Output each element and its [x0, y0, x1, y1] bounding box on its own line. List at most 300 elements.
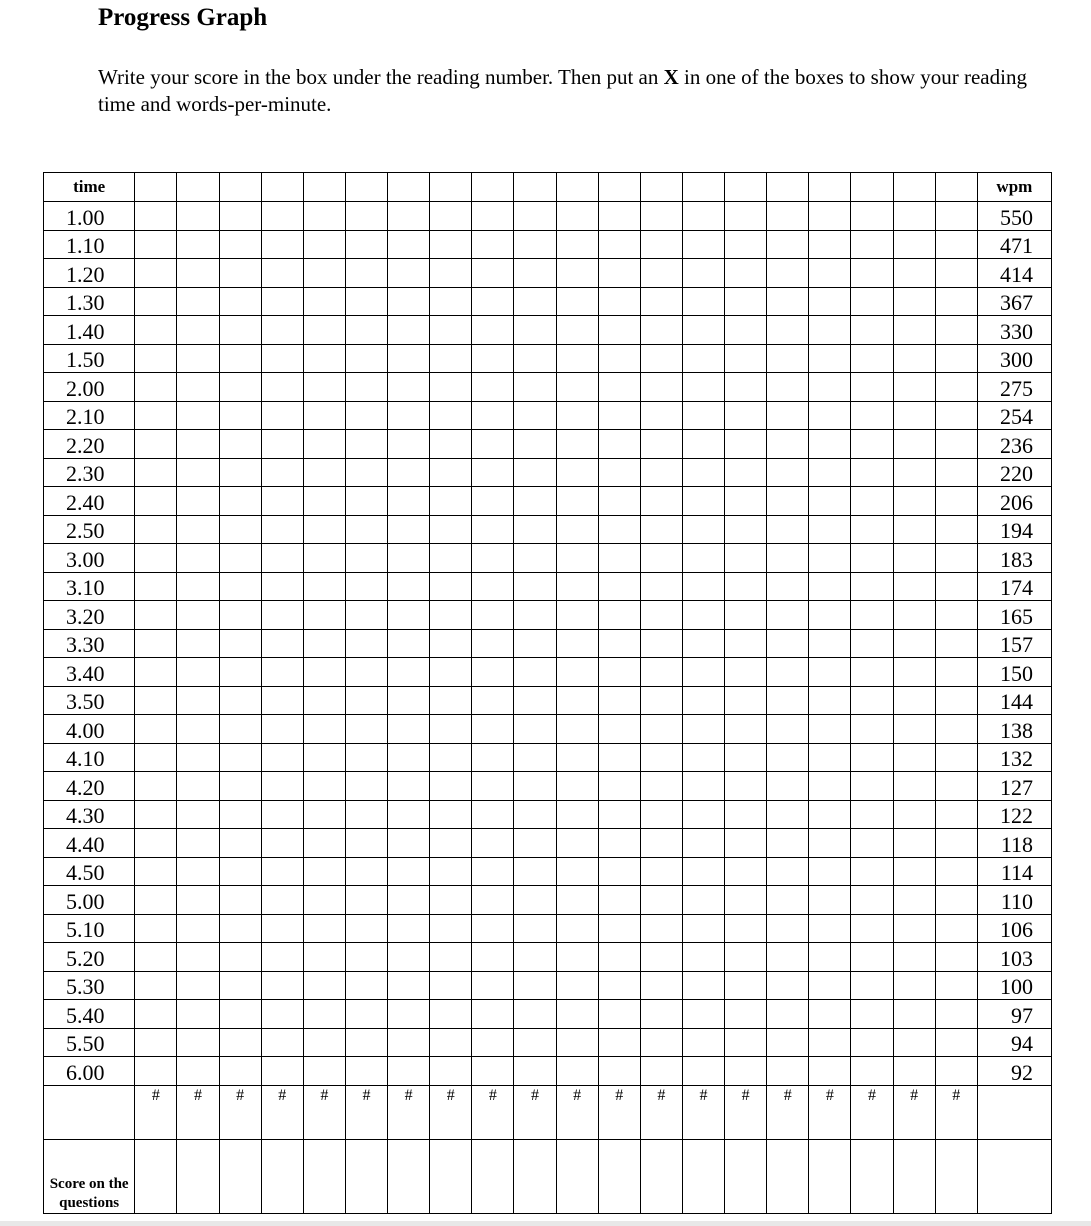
grid-cell[interactable]: [303, 373, 345, 402]
grid-cell[interactable]: [682, 344, 724, 373]
grid-cell[interactable]: [261, 316, 303, 345]
grid-cell[interactable]: [430, 629, 472, 658]
grid-cell[interactable]: [809, 572, 851, 601]
grid-cell[interactable]: [682, 914, 724, 943]
score-input-cell[interactable]: [388, 1139, 430, 1213]
grid-cell[interactable]: [725, 629, 767, 658]
grid-cell[interactable]: [388, 743, 430, 772]
grid-cell[interactable]: [345, 914, 387, 943]
grid-cell[interactable]: [767, 658, 809, 687]
grid-cell[interactable]: [893, 401, 935, 430]
grid-cell[interactable]: [472, 487, 514, 516]
grid-cell[interactable]: [514, 829, 556, 858]
grid-cell[interactable]: [345, 202, 387, 231]
grid-cell[interactable]: [430, 601, 472, 630]
grid-cell[interactable]: [809, 230, 851, 259]
grid-cell[interactable]: [935, 715, 977, 744]
grid-cell[interactable]: [219, 914, 261, 943]
grid-cell[interactable]: [345, 259, 387, 288]
grid-cell[interactable]: [556, 1028, 598, 1057]
grid-cell[interactable]: [303, 715, 345, 744]
grid-cell[interactable]: [809, 743, 851, 772]
grid-cell[interactable]: [303, 1028, 345, 1057]
grid-cell[interactable]: [261, 629, 303, 658]
grid-cell[interactable]: [345, 829, 387, 858]
grid-cell[interactable]: [809, 857, 851, 886]
grid-cell[interactable]: [598, 173, 640, 202]
grid-cell[interactable]: [472, 1028, 514, 1057]
grid-cell[interactable]: [261, 800, 303, 829]
grid-cell[interactable]: [767, 430, 809, 459]
grid-cell[interactable]: [177, 572, 219, 601]
grid-cell[interactable]: [809, 800, 851, 829]
grid-cell[interactable]: [725, 173, 767, 202]
grid-cell[interactable]: [219, 829, 261, 858]
grid-cell[interactable]: [556, 487, 598, 516]
grid-cell[interactable]: [893, 829, 935, 858]
grid-cell[interactable]: [345, 1057, 387, 1086]
grid-cell[interactable]: [893, 772, 935, 801]
grid-cell[interactable]: [345, 316, 387, 345]
grid-cell[interactable]: [851, 1057, 893, 1086]
grid-cell[interactable]: [640, 487, 682, 516]
grid-cell[interactable]: [388, 373, 430, 402]
grid-cell[interactable]: [598, 202, 640, 231]
grid-cell[interactable]: [767, 772, 809, 801]
grid-cell[interactable]: [430, 1057, 472, 1086]
grid-cell[interactable]: [514, 914, 556, 943]
grid-cell[interactable]: [556, 886, 598, 915]
grid-cell[interactable]: [598, 658, 640, 687]
grid-cell[interactable]: [682, 1000, 724, 1029]
grid-cell[interactable]: [135, 886, 177, 915]
grid-cell[interactable]: [767, 259, 809, 288]
grid-cell[interactable]: [177, 1057, 219, 1086]
grid-cell[interactable]: [303, 202, 345, 231]
grid-cell[interactable]: [935, 316, 977, 345]
grid-cell[interactable]: [935, 173, 977, 202]
grid-cell[interactable]: [598, 458, 640, 487]
grid-cell[interactable]: [725, 401, 767, 430]
grid-cell[interactable]: [135, 344, 177, 373]
grid-cell[interactable]: [177, 287, 219, 316]
grid-cell[interactable]: [682, 202, 724, 231]
score-input-cell[interactable]: [303, 1139, 345, 1213]
grid-cell[interactable]: [177, 259, 219, 288]
grid-cell[interactable]: [640, 772, 682, 801]
grid-cell[interactable]: [556, 914, 598, 943]
score-input-cell[interactable]: [725, 1139, 767, 1213]
reading-number-cell[interactable]: #: [893, 1085, 935, 1139]
grid-cell[interactable]: [303, 829, 345, 858]
grid-cell[interactable]: [261, 1057, 303, 1086]
grid-cell[interactable]: [598, 743, 640, 772]
grid-cell[interactable]: [935, 772, 977, 801]
grid-cell[interactable]: [135, 715, 177, 744]
grid-cell[interactable]: [177, 202, 219, 231]
grid-cell[interactable]: [177, 857, 219, 886]
score-input-cell[interactable]: [809, 1139, 851, 1213]
grid-cell[interactable]: [851, 971, 893, 1000]
reading-number-cell[interactable]: #: [556, 1085, 598, 1139]
grid-cell[interactable]: [851, 202, 893, 231]
grid-cell[interactable]: [640, 1057, 682, 1086]
grid-cell[interactable]: [135, 487, 177, 516]
grid-cell[interactable]: [472, 914, 514, 943]
grid-cell[interactable]: [851, 316, 893, 345]
grid-cell[interactable]: [430, 230, 472, 259]
grid-cell[interactable]: [682, 316, 724, 345]
grid-cell[interactable]: [219, 800, 261, 829]
grid-cell[interactable]: [851, 572, 893, 601]
grid-cell[interactable]: [219, 173, 261, 202]
grid-cell[interactable]: [472, 430, 514, 459]
score-input-cell[interactable]: [767, 1139, 809, 1213]
grid-cell[interactable]: [893, 658, 935, 687]
grid-cell[interactable]: [598, 971, 640, 1000]
grid-cell[interactable]: [135, 230, 177, 259]
grid-cell[interactable]: [682, 572, 724, 601]
grid-cell[interactable]: [682, 259, 724, 288]
grid-cell[interactable]: [261, 601, 303, 630]
grid-cell[interactable]: [219, 230, 261, 259]
reading-number-cell[interactable]: #: [472, 1085, 514, 1139]
grid-cell[interactable]: [472, 743, 514, 772]
grid-cell[interactable]: [767, 829, 809, 858]
grid-cell[interactable]: [640, 658, 682, 687]
grid-cell[interactable]: [303, 487, 345, 516]
grid-cell[interactable]: [893, 173, 935, 202]
grid-cell[interactable]: [345, 658, 387, 687]
grid-cell[interactable]: [135, 544, 177, 573]
reading-number-cell[interactable]: #: [514, 1085, 556, 1139]
grid-cell[interactable]: [430, 373, 472, 402]
grid-cell[interactable]: [472, 857, 514, 886]
grid-cell[interactable]: [640, 316, 682, 345]
grid-cell[interactable]: [556, 971, 598, 1000]
grid-cell[interactable]: [556, 316, 598, 345]
grid-cell[interactable]: [345, 230, 387, 259]
grid-cell[interactable]: [556, 515, 598, 544]
grid-cell[interactable]: [640, 943, 682, 972]
grid-cell[interactable]: [261, 430, 303, 459]
grid-cell[interactable]: [472, 202, 514, 231]
grid-cell[interactable]: [893, 316, 935, 345]
grid-cell[interactable]: [598, 430, 640, 459]
grid-cell[interactable]: [893, 943, 935, 972]
grid-cell[interactable]: [767, 458, 809, 487]
grid-cell[interactable]: [388, 202, 430, 231]
grid-cell[interactable]: [303, 629, 345, 658]
grid-cell[interactable]: [303, 800, 345, 829]
grid-cell[interactable]: [725, 743, 767, 772]
grid-cell[interactable]: [682, 800, 724, 829]
grid-cell[interactable]: [767, 572, 809, 601]
reading-number-cell[interactable]: #: [261, 1085, 303, 1139]
grid-cell[interactable]: [767, 800, 809, 829]
grid-cell[interactable]: [303, 914, 345, 943]
grid-cell[interactable]: [177, 544, 219, 573]
reading-number-cell[interactable]: #: [935, 1085, 977, 1139]
grid-cell[interactable]: [219, 572, 261, 601]
grid-cell[interactable]: [725, 344, 767, 373]
grid-cell[interactable]: [514, 1057, 556, 1086]
grid-cell[interactable]: [809, 971, 851, 1000]
grid-cell[interactable]: [682, 401, 724, 430]
grid-cell[interactable]: [430, 971, 472, 1000]
grid-cell[interactable]: [177, 829, 219, 858]
grid-cell[interactable]: [388, 287, 430, 316]
grid-cell[interactable]: [514, 629, 556, 658]
grid-cell[interactable]: [893, 971, 935, 1000]
grid-cell[interactable]: [809, 373, 851, 402]
reading-number-cell[interactable]: #: [640, 1085, 682, 1139]
grid-cell[interactable]: [682, 743, 724, 772]
score-input-cell[interactable]: [893, 1139, 935, 1213]
grid-cell[interactable]: [219, 287, 261, 316]
grid-cell[interactable]: [640, 914, 682, 943]
grid-cell[interactable]: [640, 1028, 682, 1057]
grid-cell[interactable]: [177, 715, 219, 744]
grid-cell[interactable]: [430, 1028, 472, 1057]
grid-cell[interactable]: [893, 686, 935, 715]
grid-cell[interactable]: [219, 943, 261, 972]
grid-cell[interactable]: [640, 743, 682, 772]
grid-cell[interactable]: [303, 430, 345, 459]
grid-cell[interactable]: [935, 430, 977, 459]
grid-cell[interactable]: [725, 971, 767, 1000]
grid-cell[interactable]: [893, 287, 935, 316]
grid-cell[interactable]: [177, 430, 219, 459]
grid-cell[interactable]: [725, 316, 767, 345]
grid-cell[interactable]: [261, 202, 303, 231]
grid-cell[interactable]: [388, 686, 430, 715]
grid-cell[interactable]: [893, 572, 935, 601]
grid-cell[interactable]: [725, 458, 767, 487]
grid-cell[interactable]: [598, 943, 640, 972]
grid-cell[interactable]: [851, 943, 893, 972]
grid-cell[interactable]: [430, 1000, 472, 1029]
reading-number-cell[interactable]: #: [725, 1085, 767, 1139]
grid-cell[interactable]: [261, 401, 303, 430]
grid-cell[interactable]: [767, 1000, 809, 1029]
grid-cell[interactable]: [767, 857, 809, 886]
grid-cell[interactable]: [598, 1057, 640, 1086]
grid-cell[interactable]: [430, 544, 472, 573]
grid-cell[interactable]: [767, 287, 809, 316]
grid-cell[interactable]: [851, 487, 893, 516]
grid-cell[interactable]: [261, 829, 303, 858]
grid-cell[interactable]: [177, 173, 219, 202]
grid-cell[interactable]: [809, 458, 851, 487]
grid-cell[interactable]: [303, 1000, 345, 1029]
score-input-cell[interactable]: [935, 1139, 977, 1213]
grid-cell[interactable]: [809, 259, 851, 288]
grid-cell[interactable]: [303, 316, 345, 345]
grid-cell[interactable]: [261, 259, 303, 288]
grid-cell[interactable]: [725, 515, 767, 544]
score-input-cell[interactable]: [598, 1139, 640, 1213]
reading-number-cell[interactable]: #: [388, 1085, 430, 1139]
grid-cell[interactable]: [388, 772, 430, 801]
grid-cell[interactable]: [851, 458, 893, 487]
grid-cell[interactable]: [219, 857, 261, 886]
grid-cell[interactable]: [472, 601, 514, 630]
grid-cell[interactable]: [261, 943, 303, 972]
grid-cell[interactable]: [725, 686, 767, 715]
grid-cell[interactable]: [514, 715, 556, 744]
grid-cell[interactable]: [556, 259, 598, 288]
grid-cell[interactable]: [345, 743, 387, 772]
grid-cell[interactable]: [556, 202, 598, 231]
grid-cell[interactable]: [472, 287, 514, 316]
grid-cell[interactable]: [261, 373, 303, 402]
grid-cell[interactable]: [935, 401, 977, 430]
grid-cell[interactable]: [598, 344, 640, 373]
grid-cell[interactable]: [345, 544, 387, 573]
grid-cell[interactable]: [303, 971, 345, 1000]
grid-cell[interactable]: [935, 601, 977, 630]
grid-cell[interactable]: [598, 487, 640, 516]
grid-cell[interactable]: [472, 772, 514, 801]
grid-cell[interactable]: [514, 886, 556, 915]
grid-cell[interactable]: [935, 544, 977, 573]
grid-cell[interactable]: [177, 914, 219, 943]
grid-cell[interactable]: [135, 373, 177, 402]
grid-cell[interactable]: [851, 259, 893, 288]
grid-cell[interactable]: [345, 971, 387, 1000]
grid-cell[interactable]: [135, 515, 177, 544]
grid-cell[interactable]: [261, 344, 303, 373]
grid-cell[interactable]: [851, 658, 893, 687]
grid-cell[interactable]: [725, 772, 767, 801]
grid-cell[interactable]: [725, 943, 767, 972]
grid-cell[interactable]: [303, 173, 345, 202]
grid-cell[interactable]: [345, 886, 387, 915]
grid-cell[interactable]: [809, 287, 851, 316]
grid-cell[interactable]: [177, 401, 219, 430]
grid-cell[interactable]: [430, 344, 472, 373]
grid-cell[interactable]: [935, 230, 977, 259]
grid-cell[interactable]: [767, 914, 809, 943]
grid-cell[interactable]: [682, 686, 724, 715]
grid-cell[interactable]: [177, 886, 219, 915]
grid-cell[interactable]: [261, 515, 303, 544]
grid-cell[interactable]: [430, 829, 472, 858]
grid-cell[interactable]: [809, 344, 851, 373]
grid-cell[interactable]: [177, 772, 219, 801]
grid-cell[interactable]: [177, 601, 219, 630]
grid-cell[interactable]: [388, 857, 430, 886]
grid-cell[interactable]: [514, 316, 556, 345]
grid-cell[interactable]: [851, 544, 893, 573]
grid-cell[interactable]: [472, 658, 514, 687]
grid-cell[interactable]: [682, 544, 724, 573]
grid-cell[interactable]: [514, 344, 556, 373]
grid-cell[interactable]: [725, 287, 767, 316]
grid-cell[interactable]: [388, 1000, 430, 1029]
grid-cell[interactable]: [809, 1057, 851, 1086]
grid-cell[interactable]: [767, 487, 809, 516]
grid-cell[interactable]: [809, 686, 851, 715]
reading-number-cell[interactable]: #: [809, 1085, 851, 1139]
grid-cell[interactable]: [261, 572, 303, 601]
grid-cell[interactable]: [345, 401, 387, 430]
grid-cell[interactable]: [219, 373, 261, 402]
grid-cell[interactable]: [893, 601, 935, 630]
grid-cell[interactable]: [135, 601, 177, 630]
grid-cell[interactable]: [598, 857, 640, 886]
grid-cell[interactable]: [177, 686, 219, 715]
grid-cell[interactable]: [345, 1028, 387, 1057]
grid-cell[interactable]: [809, 401, 851, 430]
grid-cell[interactable]: [430, 202, 472, 231]
grid-cell[interactable]: [682, 658, 724, 687]
grid-cell[interactable]: [767, 743, 809, 772]
grid-cell[interactable]: [767, 629, 809, 658]
grid-cell[interactable]: [345, 772, 387, 801]
grid-cell[interactable]: [514, 658, 556, 687]
grid-cell[interactable]: [556, 629, 598, 658]
grid-cell[interactable]: [809, 943, 851, 972]
grid-cell[interactable]: [640, 686, 682, 715]
grid-cell[interactable]: [219, 316, 261, 345]
grid-cell[interactable]: [261, 686, 303, 715]
grid-cell[interactable]: [682, 971, 724, 1000]
grid-cell[interactable]: [598, 629, 640, 658]
score-input-cell[interactable]: [556, 1139, 598, 1213]
grid-cell[interactable]: [514, 800, 556, 829]
grid-cell[interactable]: [388, 487, 430, 516]
grid-cell[interactable]: [514, 943, 556, 972]
grid-cell[interactable]: [430, 173, 472, 202]
grid-cell[interactable]: [345, 943, 387, 972]
grid-cell[interactable]: [809, 316, 851, 345]
grid-cell[interactable]: [345, 373, 387, 402]
grid-cell[interactable]: [388, 971, 430, 1000]
grid-cell[interactable]: [851, 772, 893, 801]
grid-cell[interactable]: [598, 686, 640, 715]
grid-cell[interactable]: [767, 202, 809, 231]
grid-cell[interactable]: [682, 287, 724, 316]
grid-cell[interactable]: [725, 829, 767, 858]
grid-cell[interactable]: [640, 601, 682, 630]
grid-cell[interactable]: [219, 743, 261, 772]
grid-cell[interactable]: [851, 401, 893, 430]
grid-cell[interactable]: [135, 686, 177, 715]
grid-cell[interactable]: [388, 715, 430, 744]
grid-cell[interactable]: [725, 259, 767, 288]
grid-cell[interactable]: [809, 658, 851, 687]
grid-cell[interactable]: [640, 800, 682, 829]
grid-cell[interactable]: [640, 173, 682, 202]
grid-cell[interactable]: [514, 857, 556, 886]
grid-cell[interactable]: [177, 743, 219, 772]
grid-cell[interactable]: [303, 886, 345, 915]
grid-cell[interactable]: [767, 943, 809, 972]
grid-cell[interactable]: [345, 800, 387, 829]
grid-cell[interactable]: [303, 658, 345, 687]
grid-cell[interactable]: [219, 202, 261, 231]
grid-cell[interactable]: [430, 487, 472, 516]
grid-cell[interactable]: [177, 487, 219, 516]
grid-cell[interactable]: [809, 914, 851, 943]
grid-cell[interactable]: [767, 401, 809, 430]
grid-cell[interactable]: [345, 601, 387, 630]
grid-cell[interactable]: [935, 1028, 977, 1057]
grid-cell[interactable]: [640, 515, 682, 544]
grid-cell[interactable]: [851, 344, 893, 373]
